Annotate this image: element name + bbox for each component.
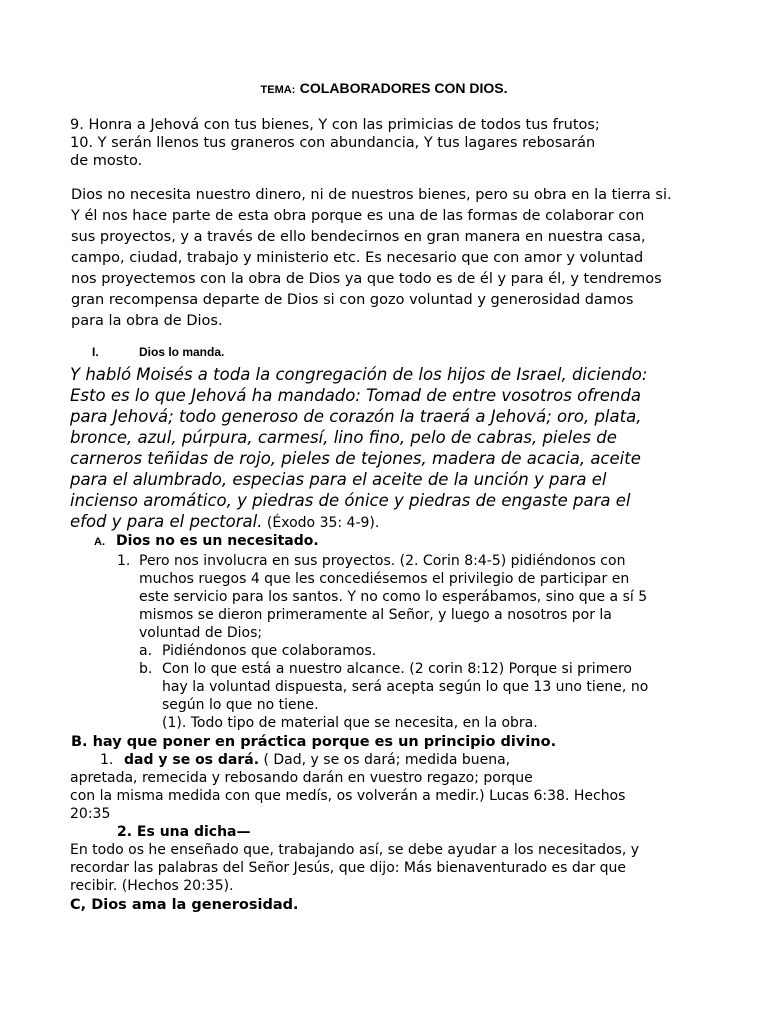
b2-line-3: recibir. (Hechos 20:35). bbox=[70, 878, 234, 894]
exodus-line-8-text: efod y para el pectoral. bbox=[70, 512, 263, 531]
exodus-line-4: bronce, azul, púrpura, carmesí, lino fino, pelo de cabras, pieles de bbox=[70, 428, 617, 447]
b1-number: 1. bbox=[100, 752, 114, 768]
section-1-numeral: I. bbox=[92, 345, 99, 359]
b1-line-3: con la misma medida con que medís, os volverán a medir.) Lucas 6:38. Hechos bbox=[70, 788, 626, 804]
exodus-line-5: carneros teñidas de rojo, pieles de tejones, madera de acacia, aceite bbox=[70, 449, 641, 468]
intro-line-6: gran recompensa departe de Dios si con gozo voluntad y generosidad damos bbox=[71, 292, 634, 308]
item-b-letter: b. bbox=[139, 661, 153, 677]
item-b-line-4: (1). Todo tipo de material que se necesita, en la obra. bbox=[162, 715, 538, 731]
b2-heading: 2. Es una dicha— bbox=[117, 824, 251, 840]
intro-line-7: para la obra de Dios. bbox=[71, 313, 223, 329]
subsection-a-heading bbox=[94, 533, 319, 549]
exodus-line-2: Esto es lo que Jehová ha mandado: Tomad de entre vosotros ofrenda bbox=[70, 386, 641, 405]
verse-line-1: 9. Honra a Jehová con tus bienes, Y con las primicias de todos tus frutos; bbox=[70, 117, 600, 133]
exodus-line-3: para Jehová; todo generoso de corazón la traerá a Jehová; oro, plata, bbox=[70, 407, 642, 426]
intro-line-3: sus proyectos, y a través de ello bendecirnos en gran manera en nuestra casa, bbox=[71, 229, 646, 245]
exodus-line-8 bbox=[70, 511, 379, 534]
section-1-heading bbox=[92, 345, 225, 359]
b1-line-2: apretada, remecida y rebosando darán en vuestro regazo; porque bbox=[70, 770, 533, 786]
exodus-line-1: Y habló Moisés a toda la congregación de los hijos de Israel, diciendo: bbox=[70, 365, 648, 384]
title-prefix: TEMA: bbox=[260, 84, 296, 96]
item-a-text: Pidiéndonos que colaboramos. bbox=[162, 643, 377, 659]
intro-line-5: nos proyectemos con la obra de Dios ya que todo es de él y para él, y tendremos bbox=[71, 271, 662, 287]
b1-line-1 bbox=[124, 751, 510, 769]
item-b-line-1: Con lo que está a nuestro alcance. (2 corin 8:12) Porque si primero bbox=[162, 661, 632, 677]
item-1-line-4: mismos se dieron primeramente al Señor, y luego a nosotros por la bbox=[139, 607, 612, 623]
b1-rest: ( Dad, y se os dará; medida buena, bbox=[259, 752, 511, 768]
intro-line-2: Y él nos hace parte de esta obra porque es una de las formas de colaborar con bbox=[71, 208, 645, 224]
title-main: COLABORADORES CON DIOS. bbox=[299, 80, 508, 96]
b1-line-4: 20:35 bbox=[70, 806, 111, 822]
item-1-line-3: este servicio para los santos. Y no como lo esperábamos, sino que a sí 5 bbox=[139, 589, 648, 605]
b2-line-2: recordar las palabras del Señor Jesús, que dijo: Más bienaventurado es dar que bbox=[70, 860, 626, 876]
intro-line-4: campo, ciudad, trabajo y ministerio etc. Es necesario que con amor y voluntad bbox=[71, 250, 644, 266]
item-1-line-5: voluntad de Dios; bbox=[139, 625, 263, 641]
intro-line-1: Dios no necesita nuestro dinero, ni de nuestros bienes, pero su obra en la tierra si. bbox=[71, 187, 672, 203]
exodus-line-7: incienso aromático, y piedras de ónice y piedras de engaste para el bbox=[70, 491, 631, 510]
b1-bold-phrase: dad y se os dará. bbox=[124, 752, 260, 768]
item-1-number: 1. bbox=[117, 553, 131, 569]
subsection-b-heading: B. hay que poner en práctica porque es un principio divino. bbox=[71, 734, 557, 750]
item-1-line-2: muchos ruegos 4 que les concediésemos el privilegio de participar en bbox=[139, 571, 630, 587]
section-1-title: Dios lo manda. bbox=[139, 345, 225, 359]
exodus-line-6: para el alumbrado, especias para el aceite de la unción y para el bbox=[70, 470, 607, 489]
b2-line-1: En todo os he enseñado que, trabajando así, se debe ayudar a los necesitados, y bbox=[70, 842, 640, 858]
item-b-line-2: hay la voluntad dispuesta, será acepta según lo que 13 uno tiene, no bbox=[162, 679, 649, 695]
item-1-line-1: Pero nos involucra en sus proyectos. (2. Corin 8:4-5) pidiéndonos con bbox=[139, 553, 626, 569]
item-b-line-3: según lo que no tiene. bbox=[162, 697, 319, 713]
verse-line-2: 10. Y serán llenos tus graneros con abundancia, Y tus lagares rebosarán bbox=[70, 135, 596, 151]
document-title bbox=[0, 80, 768, 98]
verse-line-3: de mosto. bbox=[70, 153, 143, 169]
subsection-c-heading: C, Dios ama la generosidad. bbox=[70, 897, 299, 913]
subsection-a-letter: A. bbox=[94, 536, 105, 548]
exodus-reference: (Éxodo 35: 4-9). bbox=[262, 515, 380, 531]
subsection-a-title: Dios no es un necesitado. bbox=[116, 533, 319, 549]
item-a-letter: a. bbox=[139, 643, 153, 659]
